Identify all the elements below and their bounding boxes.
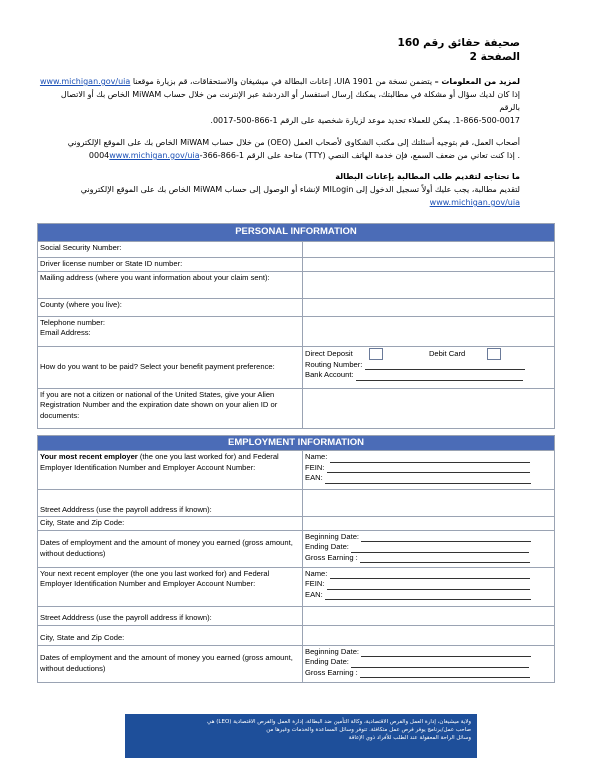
- employment-information-table: [37, 435, 555, 683]
- what-you-need-paragraph: [38, 170, 520, 209]
- city-state-zip-field-2[interactable]: [303, 625, 555, 645]
- footer-line-2: صاحب عمل/برنامج يوفر فرص عمل متكافئة. تتوفر وسائل المساعدة والخدمات وغيرها من: [266, 727, 471, 733]
- phone-email-labels: [38, 316, 303, 346]
- fact-sheet-header: [220, 36, 520, 64]
- employers-text: أصحاب العمل، قم بتوجيه أسئلتك إلى مكتب الشكاوى لأصحاب العمل (OEO) من خلال حساب MiWAM الخاص بك على الموقع الإلكتروني: [67, 138, 520, 147]
- personal-information-band: PERSONAL INFORMATION: [38, 224, 555, 242]
- city-state-zip-label-1: City, State and Zip Code:: [38, 517, 303, 531]
- gross-earning-label-2: Gross Earning :: [305, 667, 358, 677]
- ending-date-line-1[interactable]: [351, 544, 529, 553]
- county-label: County (where you live):: [38, 298, 303, 316]
- beginning-date-label-1: Beginning Date:: [305, 531, 360, 541]
- fact-sheet-title: صحيفة حقائق رقم 160: [397, 37, 520, 49]
- phone-email-field[interactable]: [303, 316, 555, 346]
- alien-registration-label: If you are not a citizen or national of the United States, give your Alien Registration Number and the expiration date shown on your alien ID or documents:: [38, 388, 303, 428]
- street-address-field-1[interactable]: [303, 490, 555, 517]
- beginning-date-line-2[interactable]: [361, 648, 531, 657]
- footer-line-1: ولاية ميشيغان، إدارة العمل والفرص الاقتصادية، وكالة التأمين ضد البطالة، إدارة العمل والفرص الاقتصادية (LEO) هي: [207, 719, 471, 725]
- employers-paragraph: [38, 136, 520, 162]
- next-recent-employer-field: [303, 567, 555, 606]
- uia-link-1[interactable]: www.michigan.gov/uia: [39, 77, 131, 86]
- most-recent-employer-bold: Your most recent employer: [40, 452, 138, 461]
- name-line-2[interactable]: [330, 570, 530, 579]
- beginning-date-line-1[interactable]: [361, 533, 531, 542]
- direct-deposit-checkbox[interactable]: [369, 348, 383, 360]
- employment-dates-label-1: Dates of employment and the amount of money you earned (gross amount, without deductions): [38, 530, 303, 567]
- uia-link-2[interactable]: www.michigan.gov/uia: [109, 151, 200, 160]
- most-recent-employer-rest: (the one you last worked for) and Federal Employer Identification Number and Employer Account Number:: [40, 452, 279, 472]
- more-info-line2: إذا كان لديك سؤال أو مشكلة في مطالبتك، يمكنك إرسال استفسار أو الدردشة عبر الإنترنت من خلال حساب MiWAM الخاص بك أو الاتصال بالرقم: [60, 90, 520, 112]
- most-recent-employer-label: [38, 451, 303, 490]
- uia-link-3[interactable]: www.michigan.gov/uia: [429, 198, 520, 207]
- fein-line-1[interactable]: [327, 464, 530, 473]
- gross-earning-line-1[interactable]: [360, 554, 530, 563]
- what-you-need-heading: ما تحتاجه لتقديم طلب المطالبة بإعانات البطالة: [335, 172, 520, 181]
- more-info-lead: لمزيد من المعلومات –: [434, 77, 520, 86]
- driver-license-label: Driver license number or State ID number:: [38, 258, 303, 272]
- gross-earning-line-2[interactable]: [360, 669, 530, 678]
- driver-license-field[interactable]: [303, 258, 555, 272]
- employment-dates-field-2: [303, 645, 555, 682]
- ending-date-label-2: Ending Date:: [305, 657, 349, 666]
- personal-information-table: [37, 223, 555, 429]
- name-line-1[interactable]: [330, 454, 530, 463]
- bank-account-line[interactable]: [356, 372, 523, 381]
- next-recent-employer-label: Your next recent employer (the one you last worked for) and Federal Employer Identification Number and Employer Account Number:: [38, 567, 303, 606]
- footer-line-3: وسائل الراحة المعقولة عند الطلب للأفراد ذوي الإعاقة: [348, 735, 471, 741]
- routing-number-line[interactable]: [365, 361, 525, 370]
- alien-registration-field[interactable]: [303, 388, 555, 428]
- ending-date-label-1: Ending Date:: [305, 542, 349, 551]
- gross-earning-label-1: Gross Earning :: [305, 552, 358, 562]
- what-you-need-text: لتقديم مطالبة، يجب عليك أولاً تسجيل الدخول إلى MILogin لإنشاء أو الوصول إلى حساب MiWAM الخاص بك على الموقع الإلكتروني: [80, 185, 520, 194]
- employment-dates-label-2: Dates of employment and the amount of money you earned (gross amount, without deductions): [38, 645, 303, 682]
- more-info-line3: 1-866-500-0017. يمكن للعملاء تحديد موعد لزيارة شخصية على الرقم 1-866-500-0017.: [210, 116, 520, 125]
- bank-account-label: Bank Account:: [305, 370, 354, 379]
- footer-banner: [125, 714, 477, 758]
- mailing-address-label: Mailing address (where you want information about your claim sent):: [38, 271, 303, 298]
- ean-label-2: EAN:: [305, 589, 323, 599]
- more-info-paragraph: [38, 75, 520, 127]
- employers-text2: . إذا كنت تعاني من ضعف السمع، فإن خدمة الهاتف النصي (TTY) متاحة على الرقم 1-866-366-0004: [88, 151, 520, 160]
- employment-information-band: EMPLOYMENT INFORMATION: [38, 436, 555, 451]
- city-state-zip-field-1[interactable]: [303, 517, 555, 531]
- payment-preference-field: [303, 346, 555, 388]
- email-label: Email Address:: [40, 328, 91, 337]
- city-state-zip-label-2: City, State and Zip Code:: [38, 625, 303, 645]
- debit-card-checkbox[interactable]: [487, 348, 501, 360]
- telephone-label: Telephone number:: [40, 317, 106, 327]
- fein-label-1: FEIN:: [305, 462, 325, 472]
- name-label-2: Name:: [305, 568, 328, 578]
- street-address-label-2: Street Adddress (use the payroll address if known):: [38, 606, 303, 625]
- page-number: الصفحة 2: [469, 51, 520, 63]
- fein-line-2[interactable]: [327, 581, 530, 590]
- routing-number-label: Routing Number:: [305, 359, 363, 369]
- employment-dates-field-1: [303, 530, 555, 567]
- ean-label-1: EAN:: [305, 473, 323, 482]
- ean-line-1[interactable]: [325, 475, 531, 484]
- payment-preference-label: How do you want to be paid? Select your benefit payment preference:: [38, 346, 303, 388]
- fein-label-2: FEIN:: [305, 579, 325, 588]
- mailing-address-field[interactable]: [303, 271, 555, 298]
- ssn-field[interactable]: [303, 242, 555, 258]
- direct-deposit-label: Direct Deposit: [305, 348, 353, 358]
- ending-date-line-2[interactable]: [351, 659, 529, 668]
- ssn-label: Social Security Number:: [38, 242, 303, 258]
- more-info-text: يتضمن نسخة من UIA 1901، إعانات البطالة في ميشيغان والاستحقاقات، قم بزيارة موقعنا: [130, 77, 435, 86]
- most-recent-employer-field: [303, 451, 555, 490]
- street-address-field-2[interactable]: [303, 606, 555, 625]
- beginning-date-label-2: Beginning Date:: [305, 646, 360, 656]
- debit-card-label: Debit Card: [428, 348, 466, 358]
- name-label-1: Name:: [305, 452, 328, 461]
- street-address-label-1: Street Adddress (use the payroll address if known):: [38, 490, 303, 517]
- county-field[interactable]: [303, 298, 555, 316]
- ean-line-2[interactable]: [325, 591, 531, 600]
